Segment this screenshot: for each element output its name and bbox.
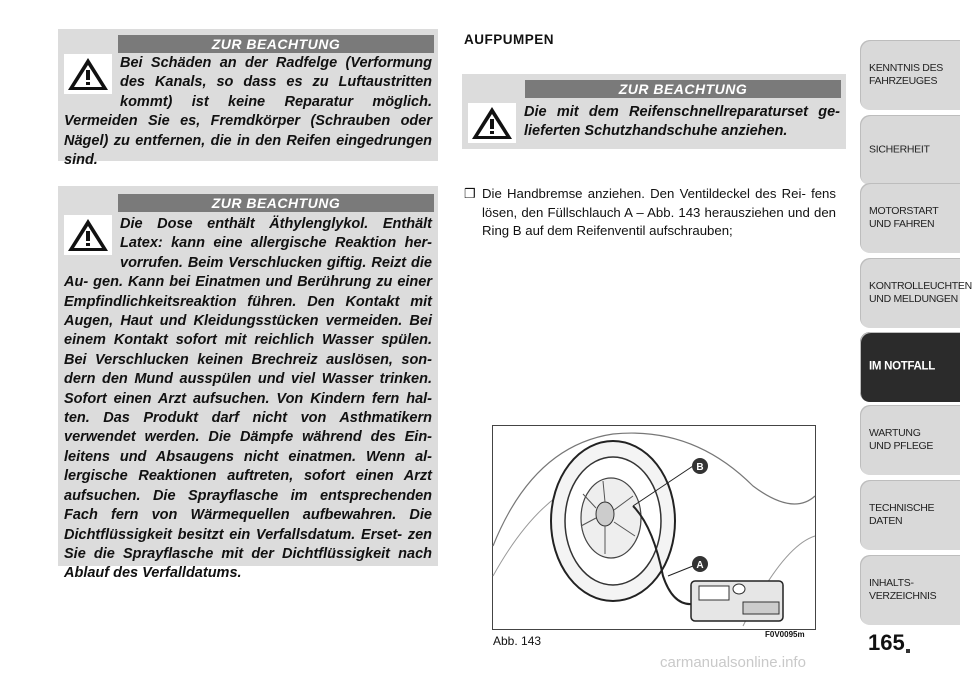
tab-kenntnis[interactable]: KENNTNIS DES FAHRZEUGES [860,40,960,110]
watermark: carmanualsonline.info [660,654,806,671]
page-dot [906,649,910,653]
warning-triangle-icon [64,54,120,94]
tab-inhaltsverzeichnis[interactable]: INHALTS- VERZEICHNIS [860,555,960,625]
warning-box-3 [462,74,846,149]
warning-text: Die Dose enthält Äthylenglykol. Enthält Latex: kann eine allergische Reaktion her- vorrufen. Beim Verschlucken giftig. Reizt die Au- gen. Kann bei Einatmen und Berührung zu einer Empfindlichkeitsreaktion führen. Den Kontakt mit Augen, Haut und Kleidungsstücken vermeiden. Bei einem Kontakt sofort mit reichlich Wasser spülen. Bei Verschlucken keinen Brechreiz auslösen, son- dern den Mund ausspülen und viel Wasser trinken. Sofort einen Arzt aufsuchen. Von Kindern fern hal- ten. Das Produkt darf nicht von Asthmatikern verwendet werden. Die Dämpfe während des Ein- leitens und Absaugens nicht einatmen. Wenn al- lergische Reaktionen auftreten, sofort einen Arzt aufsuchen. Die Sprayflasche im entsprechenden Fach fern von Wärmequellen aufbewahren. Die Dichtflüssigkeit besitzt ein Verfallsdatum. Erset- zen Sie die Sprayflasche mit der Dichtflüssigkeit nach Ablauf des Verfalldatums. [64,216,432,582]
warning-header: ZUR BEACHTUNG [118,194,434,212]
tab-kontrolleuchten[interactable]: KONTROLLEUCHTEN UND MELDUNGEN [860,258,960,328]
instruction-paragraph [464,185,836,241]
figure-caption: Abb. 143 [493,634,542,648]
label-b: B [696,462,704,473]
figure-code: F0V0095m [765,630,805,639]
section-title: AUFPUMPEN [464,32,555,47]
warning-triangle-icon [64,215,120,255]
tab-sicherheit[interactable]: SICHERHEIT [860,115,960,185]
instruction-text: Die Handbremse anziehen. Den Ventildeckel des Rei- fens lösen, den Füllschlauch A – Abb. 143 herausziehen und den Ring B auf dem Reifenventil aufschrauben; [482,186,836,239]
warning-box-2 [58,186,438,582]
warning-text: Bei Schäden an der Radfelge (Verformung des Kanals, so dass es zu Luftaustritten kommt) ist keine Reparatur möglich. Vermeiden Sie es, Fremdkörper (Schrauben oder Nägel) zu entfernen, die in den Reifen eingedrungen sind. [64,55,432,169]
warning-text: Die mit dem Reifenschnellreparaturset ge- lieferten Schutzhandschuhe anziehen. [524,104,840,140]
tire-compressor-illustration [493,426,815,629]
tab-motorstart[interactable]: MOTORSTART UND FAHREN [860,183,960,253]
tab-technische-daten[interactable]: TECHNISCHE DATEN [860,480,960,550]
label-a: A [696,560,704,571]
warning-header: ZUR BEACHTUNG [525,80,841,98]
figure-tire-inflation [492,425,816,630]
tab-im-notfall[interactable]: IM NOTFALL [860,332,960,402]
page-number: 165 [868,630,905,655]
warning-box-1 [58,29,438,169]
warning-triangle-icon [468,103,524,143]
tab-wartung[interactable]: WARTUNG UND PFLEGE [860,405,960,475]
checkbox-bullet-icon: ❒ [464,186,476,201]
warning-header: ZUR BEACHTUNG [118,35,434,53]
